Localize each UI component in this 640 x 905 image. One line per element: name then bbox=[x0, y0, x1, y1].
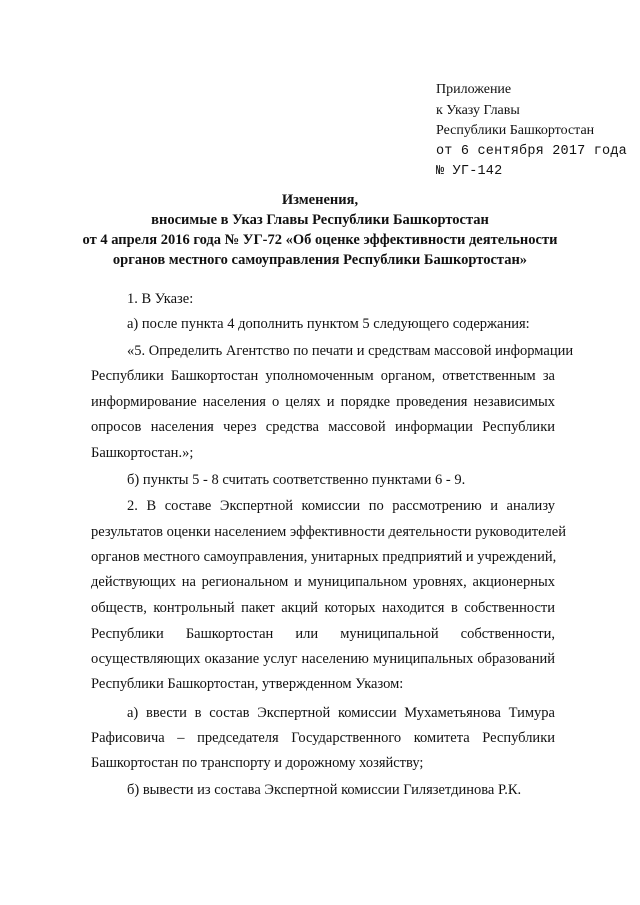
appendix-number: № УГ-142 bbox=[436, 164, 503, 179]
text-line: а) после пункта 4 дополнить пунктом 5 следующего содержания: bbox=[127, 316, 530, 332]
text-line: действующих на региональном и муниципальном уровнях, акционерных bbox=[91, 574, 555, 590]
text-line: Республики Башкортостан, утвержденном Указом: bbox=[91, 676, 404, 692]
title-line: от 4 апреля 2016 года № УГ-72 «Об оценке эффективности деятельности bbox=[82, 232, 558, 248]
title-line: вносимые в Указ Главы Республики Башкортостан bbox=[151, 212, 489, 228]
text-line: осуществляющих оказание услуг населению муниципальных образований bbox=[91, 651, 555, 667]
text-line: органов местного самоуправления, унитарных предприятий и учреждений, bbox=[91, 549, 557, 565]
text-line: Республики Башкортостан или муниципальной собственности, bbox=[91, 626, 555, 642]
title-line: Изменения, bbox=[281, 192, 359, 208]
text-line: «5. Определить Агентство по печати и средствам массовой информации bbox=[127, 343, 574, 359]
text-line: результатов оценки населением эффективности деятельности руководителей bbox=[91, 524, 566, 540]
appendix-block bbox=[436, 80, 626, 183]
title-line: органов местного самоуправления Республики Башкортостан» bbox=[112, 252, 528, 268]
appendix-decree-ref: к Указу Главы bbox=[436, 102, 520, 118]
text-line: 2. В составе Экспертной комиссии по рассмотрению и анализу bbox=[127, 498, 555, 514]
text-line: Рафисовича – председателя Государственного комитета Республики bbox=[91, 730, 555, 746]
text-line: 1. В Указе: bbox=[127, 291, 194, 307]
text-line: а) ввести в состав Экспертной комиссии Мухаметьянова Тимура bbox=[127, 705, 555, 721]
appendix-republic: Республики Башкортостан bbox=[436, 123, 595, 138]
document-title bbox=[80, 190, 560, 270]
text-line: опросов населения через средства массовой информации Республики bbox=[91, 419, 555, 435]
text-line: б) вывести из состава Экспертной комиссии Гилязетдинова Р.К. bbox=[127, 782, 522, 798]
text-line: Башкортостан.»; bbox=[91, 445, 194, 461]
text-line: информирование населения о целях и порядке проведения независимых bbox=[91, 394, 555, 410]
text-line: Республики Башкортостан уполномоченным органом, ответственным за bbox=[91, 368, 555, 384]
text-line: б) пункты 5 - 8 считать соответственно пунктами 6 - 9. bbox=[127, 472, 466, 488]
appendix-date: от 6 сентября 2017 года bbox=[436, 143, 627, 159]
text-line: обществ, контрольный пакет акций которых находится в собственности bbox=[91, 600, 555, 616]
appendix-label: Приложение bbox=[436, 82, 512, 97]
text-line: Башкортостан по транспорту и дорожному хозяйству; bbox=[91, 755, 424, 771]
